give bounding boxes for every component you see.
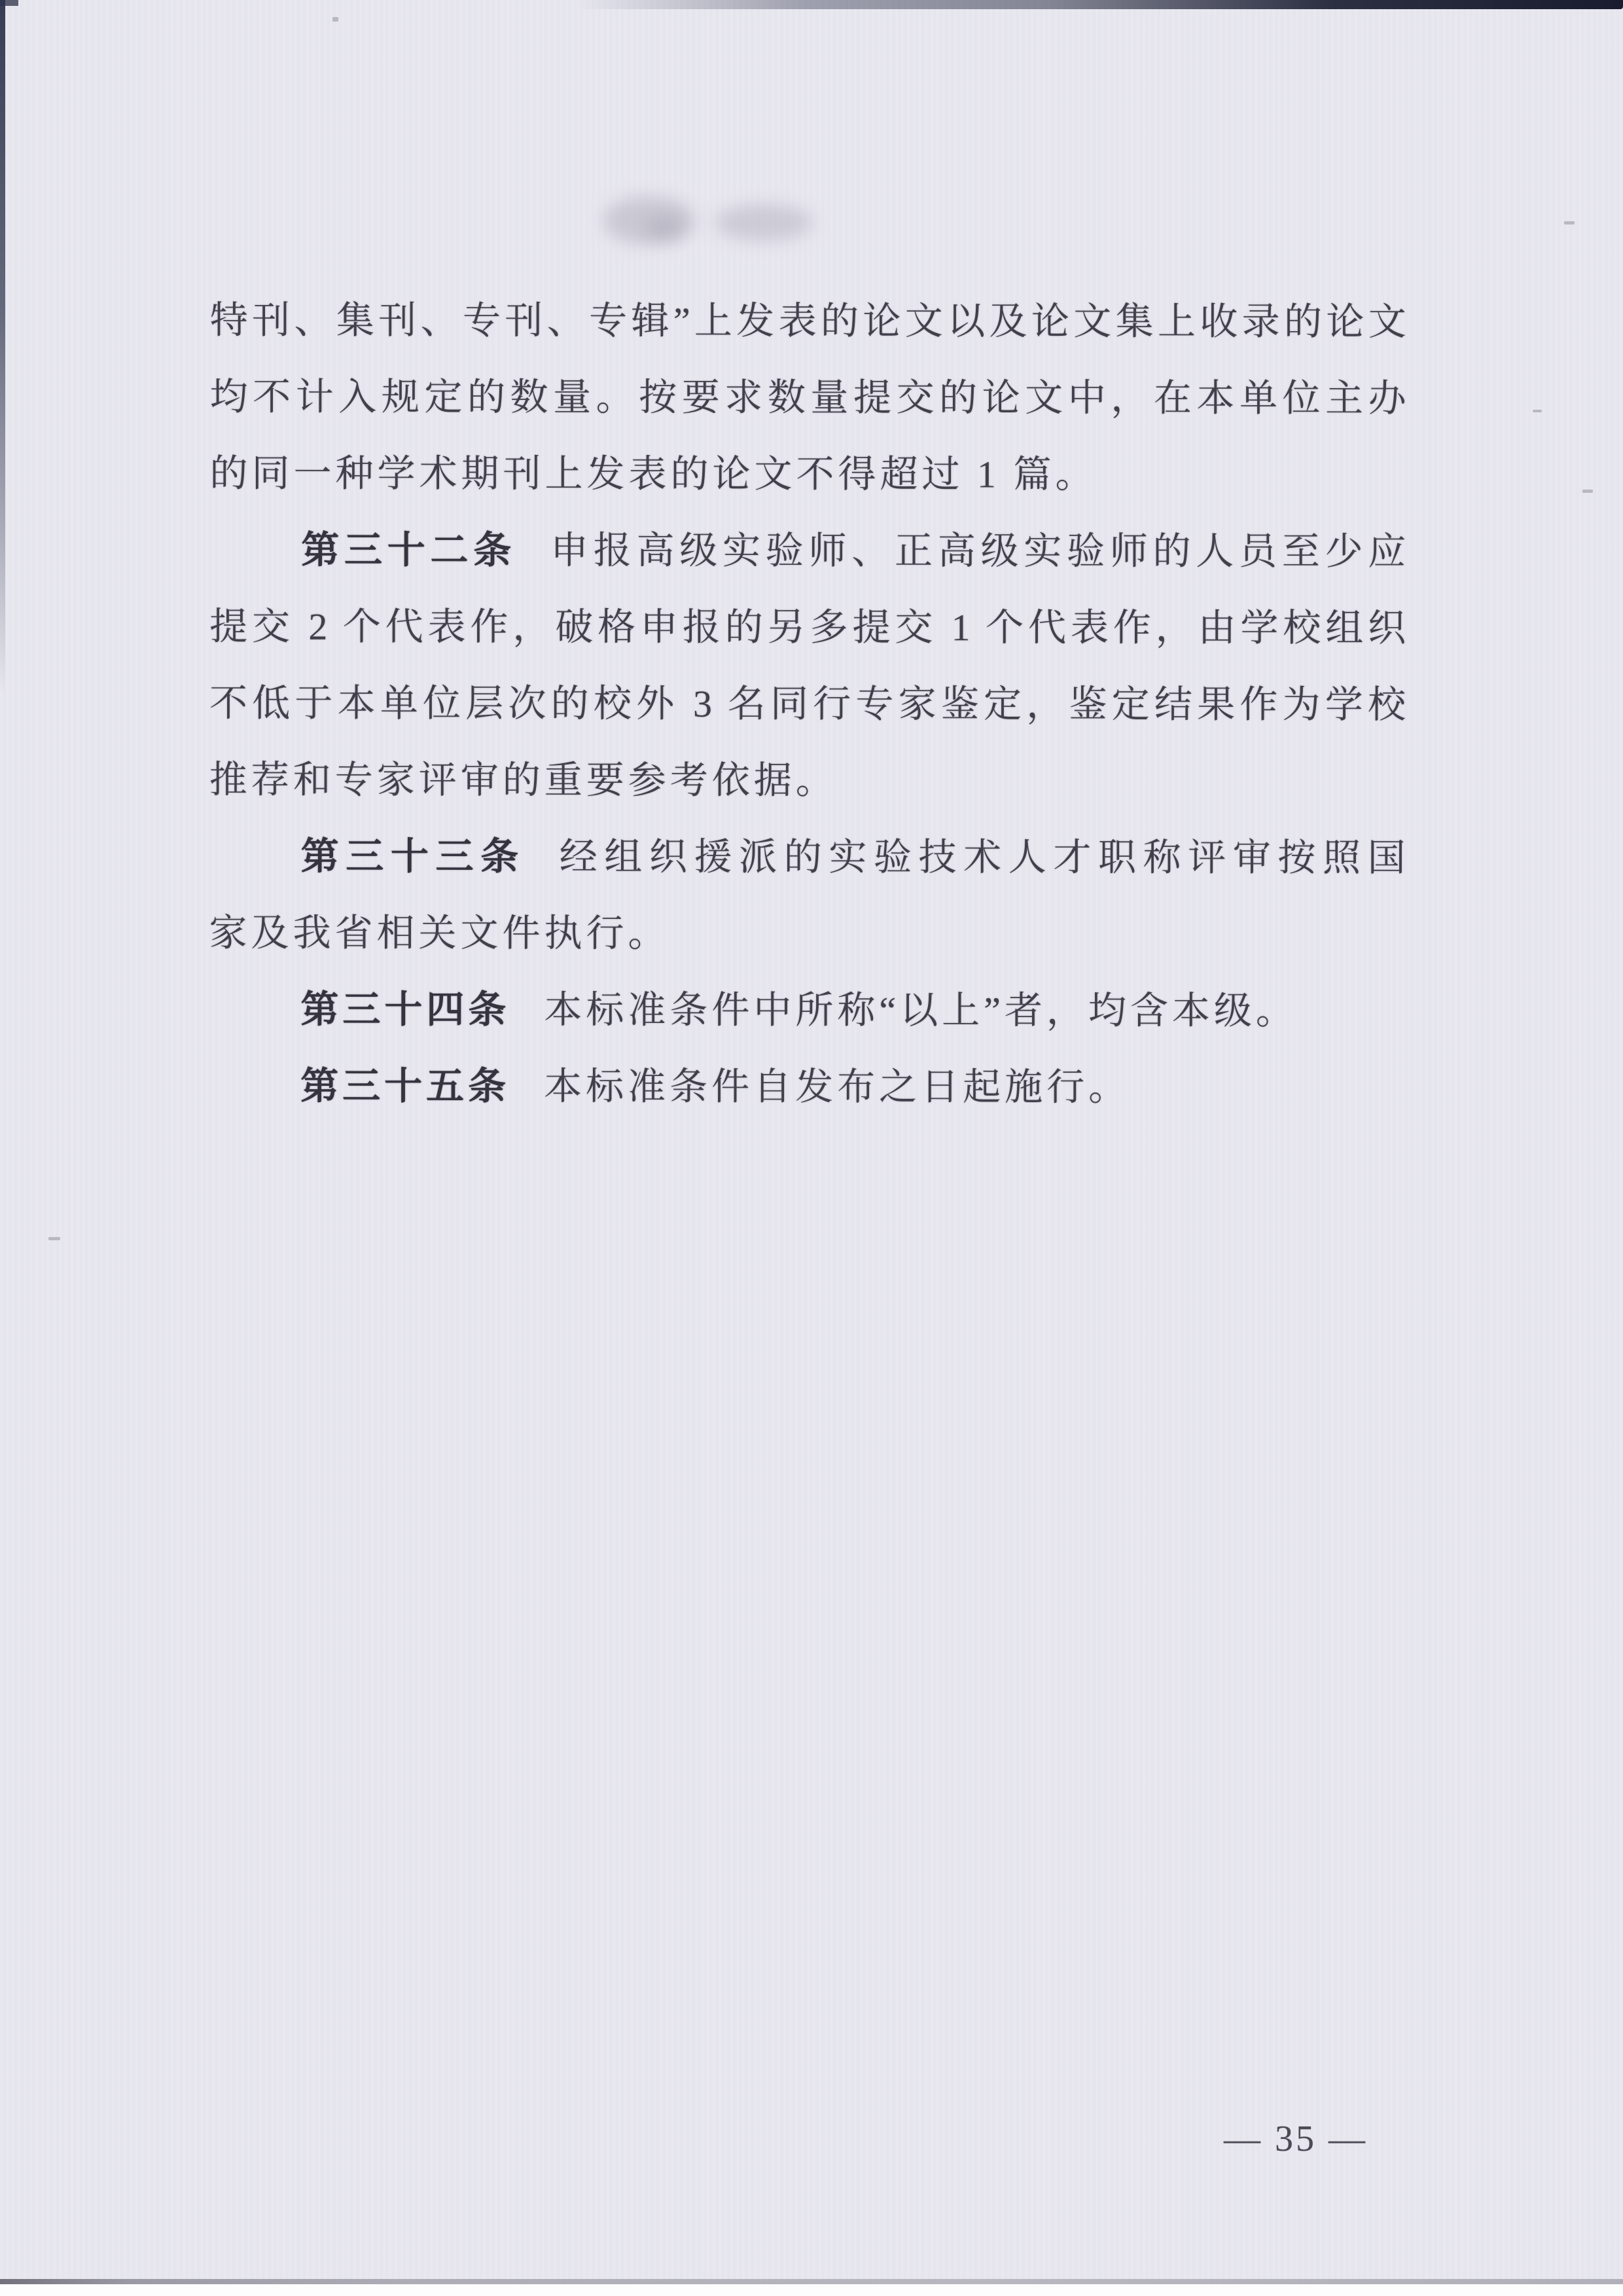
document-body [209, 282, 1408, 1126]
text-line: 推荐和专家评审的重要参考依据。 [209, 758, 838, 802]
text-line: 的同一种学术期刊上发表的论文不得超过 1 篇。 [209, 452, 1097, 496]
article-33-label: 第三十三条 [300, 834, 526, 878]
scan-speck [1533, 410, 1542, 412]
article-35-label: 第三十五条 [300, 1064, 510, 1108]
text-line: 不低于本单位层次的校外 3 名同行专家鉴定，鉴定结果作为学校 [209, 681, 1408, 726]
scan-speck [48, 1237, 60, 1240]
article-34-label: 第三十四条 [300, 988, 510, 1031]
article-33-text: 经组织援派的实验技术人才职称评审按照国 [559, 835, 1407, 880]
ink-bleed-smudge [645, 216, 684, 238]
scan-edge-top [576, 0, 1623, 9]
text-line [209, 512, 1407, 590]
ink-bleed-smudge [715, 204, 813, 241]
scan-edge-bottom [0, 2279, 1623, 2284]
text-line [209, 818, 1407, 897]
text-line [209, 971, 1406, 1050]
article-34-text: 本标准条件中所称“以上”者，均含本级。 [544, 988, 1298, 1033]
text-line: 提交 2 个代表作，破格申报的另多提交 1 个代表作，由学校组织 [209, 605, 1408, 650]
text-line: 均不计入规定的数量。按要求数量提交的论文中，在本单位主办 [209, 375, 1408, 420]
text-line: 特刊、集刊、专刊、专辑”上发表的论文以及论文集上收录的论文 [209, 298, 1408, 344]
scan-speck [332, 17, 338, 22]
article-32-label: 第三十二条 [301, 528, 517, 572]
page-number: — 35 — [1224, 2119, 1368, 2159]
article-35-text: 本标准条件自发布之日起施行。 [544, 1065, 1131, 1109]
text-line: 家及我省相关文件执行。 [209, 911, 670, 955]
article-32-text: 申报高级实验师、正高级实验师的人员至少应 [550, 529, 1408, 573]
scan-edge-left [0, 0, 5, 694]
text-line [209, 1048, 1406, 1126]
scan-speck [1582, 490, 1593, 493]
scan-speck [1564, 221, 1575, 224]
